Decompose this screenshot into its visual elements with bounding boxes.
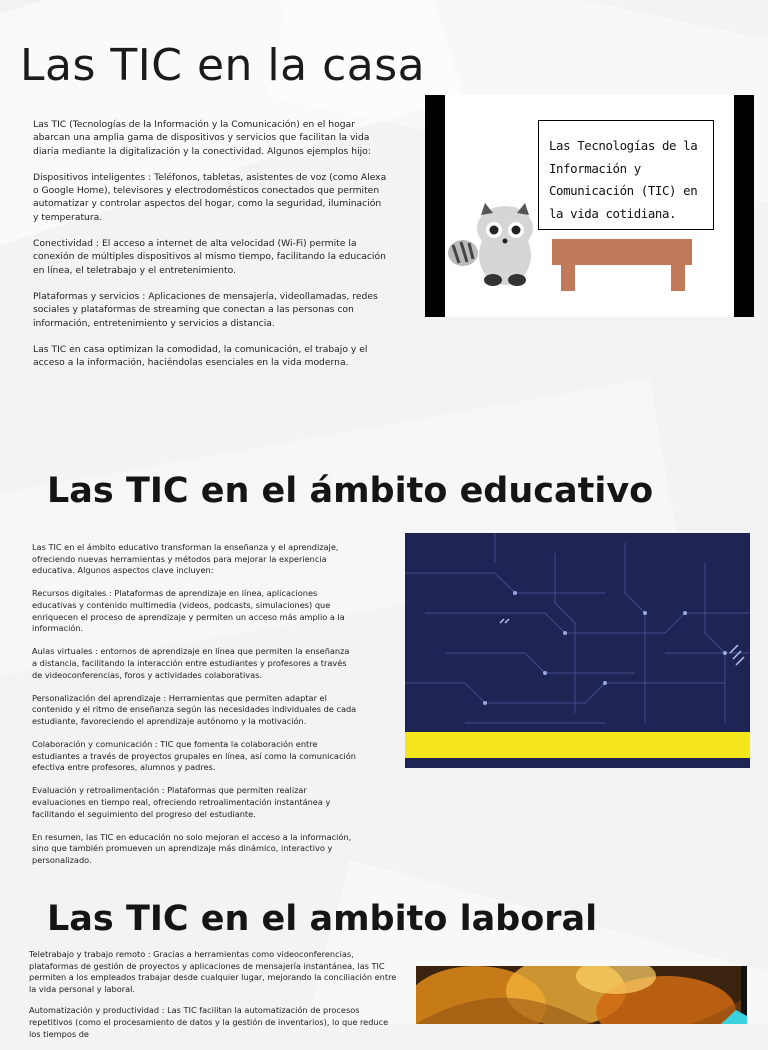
paragraph: Dispositivos inteligentes : Teléfonos, tabletas, asistentes de voz (como Alexa o Google Home), televisores y electrodomésticos conectados que permiten automatizar y controlar aspectos del hogar, como la seguridad, iluminación y temperatura. (33, 171, 387, 223)
slide-title: Las TIC en la casa (20, 40, 426, 91)
paragraph: Recursos digitales : Plataformas de aprendizaje en línea, aplicaciones educativas y contenido multimedia (videos, podcasts, simulaciones) que enriquecen el proceso de aprendizaje y permiten un acceso más amplio a la información. (32, 588, 345, 634)
paragraph: Colaboración y comunicación : TIC que fomenta la colaboración entre estudiantes a través de proyectos grupales en línea, así como la comunicación efectiva entre profesores, alumnos y padres. (32, 739, 356, 773)
paragraph: Teletrabajo y trabajo remoto : Gracias a herramientas como videoconferencias, plataformas de gestión de proyectos y aplicaciones de mensajería instantánea, las TIC permiten a los empleados trabajar desde cualquier lugar, mejorando la conciliación entre la vida personal y laboral. (29, 949, 397, 994)
paragraph: En resumen, las TIC en educación no solo mejoran el acceso a la información, sino que también promueven un aprendizaje más dinámico, interactivo y personalizado. (32, 831, 352, 866)
paragraph: Evaluación y retroalimentación : Plataformas que permiten realizar evaluaciones en tiempo real, ofreciendo retroalimentación instantánea y facilitando el seguimiento del progreso del estudiante. (32, 785, 331, 819)
paragraph: Personalización del aprendizaje : Herramientas que permiten adaptar el contenido y el ritmo de enseñanza según las necesidades individuales de cada estudiante, favoreciendo el aprendizaje autónomo y la motivación. (32, 692, 357, 726)
slide-title: Las TIC en el ambito laboral (47, 899, 598, 939)
slide-body (29, 949, 399, 1050)
paragraph: Conectividad : El acceso a internet de alta velocidad (Wi-Fi) permite la conexión de múltiples dispositivos al mismo tiempo, facilitando la educación en línea, el teletrabajo y el entretenimiento. (33, 238, 386, 276)
slide-body (32, 542, 357, 878)
yellow-highlight-band (405, 732, 750, 758)
desk (552, 239, 692, 291)
caption-line: Las Tecnologías de la (549, 138, 698, 153)
slide-body (33, 118, 388, 382)
caption-line: la vida cotidiana. (549, 205, 677, 221)
paragraph: Las TIC en el ámbito educativo transforman la enseñanza y el aprendizaje, ofreciendo nuevas herramientas y métodos para mejorar la experiencia educativa. Algunos aspectos clave incluyen: (32, 542, 339, 576)
paragraph: Aulas virtuales : entornos de aprendizaje en línea que permiten la enseñanza a distancia, facilitando la interacción entre estudiantes y profesores a través de videoconferencias, foros y actividades colaborativas. (32, 646, 350, 680)
raccoon-icon (448, 203, 533, 286)
paragraph: Las TIC en casa optimizan la comodidad, la comunicación, el trabajo y el acceso a la información, haciéndolas esenciales en la vida moderna. (33, 343, 368, 369)
desk-and-raccoon (445, 95, 754, 317)
paragraph: Plataformas y servicios : Aplicaciones de mensajería, videollamadas, redes sociales y plataformas de streaming que conectan a las personas con información, entretenimiento y servicios a distancia. (33, 290, 378, 329)
caption-line: Comunicación (TIC) en (549, 183, 698, 198)
paragraph: Las TIC (Tecnologías de la Información y la Comunicación) en el hogar abarcan una amplia gama de dispositivos y servicios que facilitan la vida diaria mediante la digitalización y la conectividad. Algunos ejemplos hijo: (33, 119, 371, 157)
paragraph: Automatización y productividad : Las TIC facilitan la automatización de procesos repetitivos (como el procesamiento de datos y la gestión de inventarios), lo que reduce los tiempos de (29, 1005, 389, 1039)
raccoon-illustration (425, 95, 754, 317)
slide-title: Las TIC en el ámbito educativo (47, 471, 654, 511)
circuit-board-image (405, 533, 750, 768)
abstract-photo (416, 966, 747, 1024)
caption-line: Información y (549, 160, 641, 176)
